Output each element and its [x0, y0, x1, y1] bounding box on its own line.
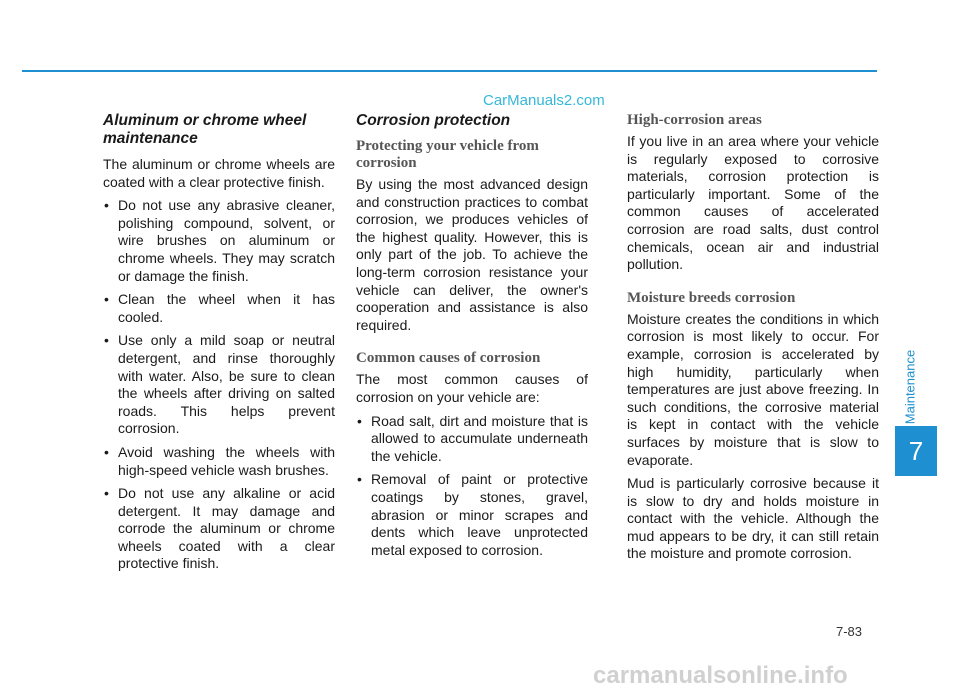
paragraph: The aluminum or chrome wheels are coated with a clear protective finish. — [103, 156, 335, 190]
subheading-moisture: Moisture breeds corrosion — [627, 289, 796, 306]
bullet-list — [356, 413, 588, 560]
subheading-protecting: Protecting your vehicle from corrosion — [356, 138, 539, 171]
list-item: • Use only a mild soap or neutral detergent, and rinse thoroughly with water. Also, be sure to clean the wheels after driving on salted roads. This helps prevent corrosion. — [103, 332, 335, 438]
bullet-list — [103, 197, 335, 573]
paragraph: By using the most advanced design and construction practices to combat corrosion, we produces vehicles of the highest quality. However, this is only part of the job. To achieve the long-term corrosion resistance your vehicle can deliver, the owner's cooperation and assistance is also required. — [356, 176, 588, 333]
paragraph: Moisture creates the conditions in which corrosion is most likely to occur. For example, corrosion is accelerated by high humidity, particularly when temperatures are just above freezing. In such conditions, the corrosive material is kept in contact with the vehicle surfaces by moisture that is slow to evaporate. — [627, 310, 879, 468]
column-corrosion-protection — [356, 112, 588, 565]
paragraph: Mud is particularly corrosive because it is slow to dry and holds moisture in contact with the vehicle. Although the mud appears to be dry, it can still retain the moisture and promote corrosion. — [627, 475, 879, 562]
heading-wheel-maintenance: Aluminum or chrome wheel maintenance — [103, 112, 307, 147]
page-number: 7-83 — [836, 624, 863, 639]
list-item: • Road salt, dirt and moisture that is allowed to accumulate underneath the vehicle. — [356, 413, 588, 466]
paragraph: The most common causes of corrosion on your vehicle are: — [356, 371, 588, 405]
watermark-top: CarManuals2.com — [483, 92, 605, 109]
list-item: • Do not use any alkaline or acid detergent. It may damage and corrode the aluminum or chrome wheels coated with a clear protective finish. — [103, 485, 335, 573]
list-item: • Avoid washing the wheels with high-speed vehicle wash brushes. — [103, 444, 335, 479]
list-item: • Do not use any abrasive cleaner, polishing compound, solvent, or wire brushes on aluminum or chrome wheels. They may scratch or damage the finish. — [103, 197, 335, 285]
paragraph: If you live in an area where your vehicle is regularly exposed to corrosive materials, corrosion protection is particularly important. Some of the common causes of accelerated corrosion are road salts, dust control chemicals, ocean air and industrial pollution. — [627, 133, 879, 273]
heading-corrosion-protection: Corrosion protection — [356, 112, 511, 129]
watermark-bottom: carmanualsonline.info — [593, 662, 848, 689]
list-item: • Clean the wheel when it has cooled. — [103, 291, 335, 326]
section-label-text: Maintenance — [902, 349, 918, 425]
column-high-corrosion — [627, 112, 879, 569]
section-side-label — [900, 337, 920, 437]
column-wheel-maintenance — [103, 112, 335, 579]
chapter-tab: 7 — [895, 426, 937, 476]
subheading-high-corrosion: High-corrosion areas — [627, 112, 762, 128]
subheading-common-causes: Common causes of corrosion — [356, 350, 541, 367]
top-rule — [22, 70, 877, 72]
list-item: • Removal of paint or protective coatings by stones, gravel, abrasion or minor scrapes and dents which leave unprotected metal exposed to corrosion. — [356, 471, 588, 559]
